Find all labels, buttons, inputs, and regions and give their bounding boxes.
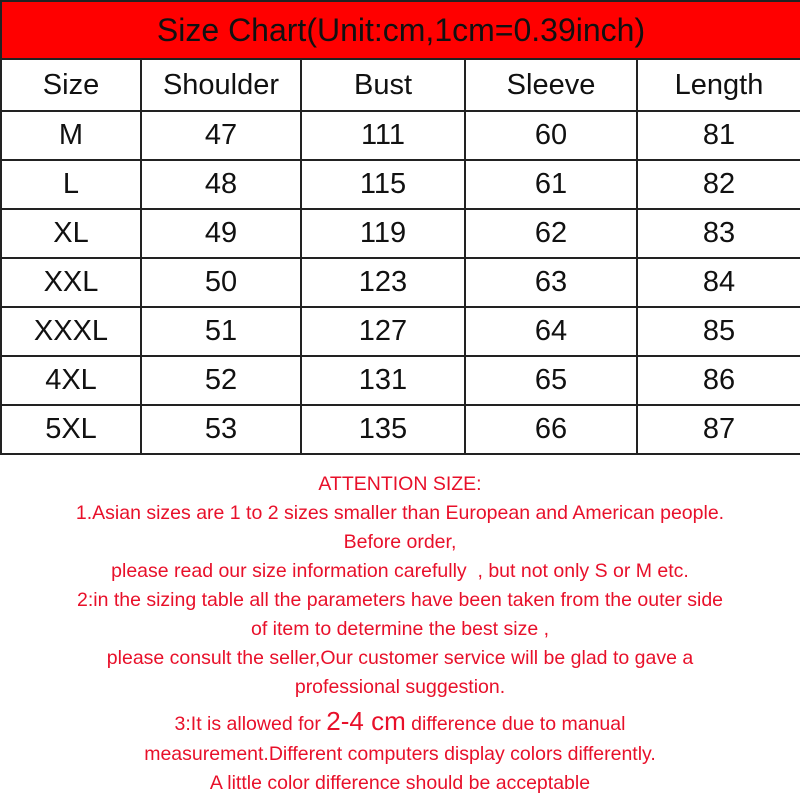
column-header-length: Length	[637, 59, 800, 111]
allowed-prefix: 3:It is allowed for	[174, 713, 327, 735]
cell-shoulder: 49	[141, 209, 301, 258]
cell-sleeve: 61	[465, 160, 637, 209]
header-row	[1, 59, 800, 111]
notes-line: 2:in the sizing table all the parameters have been taken from the outer side	[76, 589, 724, 611]
title-row	[1, 1, 800, 59]
cell-bust: 123	[301, 258, 465, 307]
cell-length: 82	[637, 160, 800, 209]
cell-shoulder: 47	[141, 111, 301, 160]
cell-bust: 135	[301, 405, 465, 454]
cell-sleeve: 62	[465, 209, 637, 258]
column-header-bust: Bust	[301, 59, 465, 111]
notes-line: A little color difference should be acceptable	[209, 772, 591, 794]
table-row	[1, 356, 800, 405]
cell-size: L	[1, 160, 141, 209]
cell-length: 87	[637, 405, 800, 454]
notes-line: please read our size information carefully , but not only S or M etc.	[111, 560, 689, 582]
cell-bust: 127	[301, 307, 465, 356]
notes-line: professional suggestion.	[294, 676, 506, 698]
column-header-shoulder: Shoulder	[141, 59, 301, 111]
table-title: Size Chart(Unit:cm,1cm=0.39inch)	[1, 1, 800, 59]
cell-length: 81	[637, 111, 800, 160]
table-row	[1, 209, 800, 258]
table-row	[1, 258, 800, 307]
cell-size: M	[1, 111, 141, 160]
cell-length: 83	[637, 209, 800, 258]
cell-length: 86	[637, 356, 800, 405]
cell-sleeve: 60	[465, 111, 637, 160]
notes-heading: ATTENTION SIZE:	[318, 473, 482, 495]
cell-sleeve: 66	[465, 405, 637, 454]
notes-line: measurement.Different computers display colors differently.	[144, 743, 656, 765]
cell-sleeve: 65	[465, 356, 637, 405]
table-row	[1, 111, 800, 160]
notes-line: 1.Asian sizes are 1 to 2 sizes smaller than European and American people.	[75, 502, 725, 524]
cell-size: 4XL	[1, 356, 141, 405]
cell-size: XXL	[1, 258, 141, 307]
cell-shoulder: 50	[141, 258, 301, 307]
cell-length: 85	[637, 307, 800, 356]
allowed-highlight: 2-4 cm	[326, 706, 406, 736]
column-header-size: Size	[1, 59, 141, 111]
cell-size: 5XL	[1, 405, 141, 454]
column-header-sleeve: Sleeve	[465, 59, 637, 111]
notes-line: of item to determine the best size ,	[250, 618, 550, 640]
allowed-suffix: difference due to manual	[405, 713, 626, 735]
notes-line: please consult the seller,Our customer service will be glad to gave a	[106, 647, 694, 669]
cell-sleeve: 63	[465, 258, 637, 307]
allowed-difference-line	[0, 706, 800, 740]
cell-size: XXXL	[1, 307, 141, 356]
cell-bust: 119	[301, 209, 465, 258]
cell-shoulder: 53	[141, 405, 301, 454]
cell-shoulder: 51	[141, 307, 301, 356]
cell-shoulder: 52	[141, 356, 301, 405]
cell-length: 84	[637, 258, 800, 307]
table-row	[1, 405, 800, 454]
table-row	[1, 307, 800, 356]
table-row	[1, 160, 800, 209]
notes-line: Before order,	[343, 531, 457, 553]
cell-bust: 131	[301, 356, 465, 405]
cell-size: XL	[1, 209, 141, 258]
attention-notes	[0, 470, 800, 798]
cell-sleeve: 64	[465, 307, 637, 356]
cell-bust: 115	[301, 160, 465, 209]
cell-shoulder: 48	[141, 160, 301, 209]
cell-bust: 111	[301, 111, 465, 160]
